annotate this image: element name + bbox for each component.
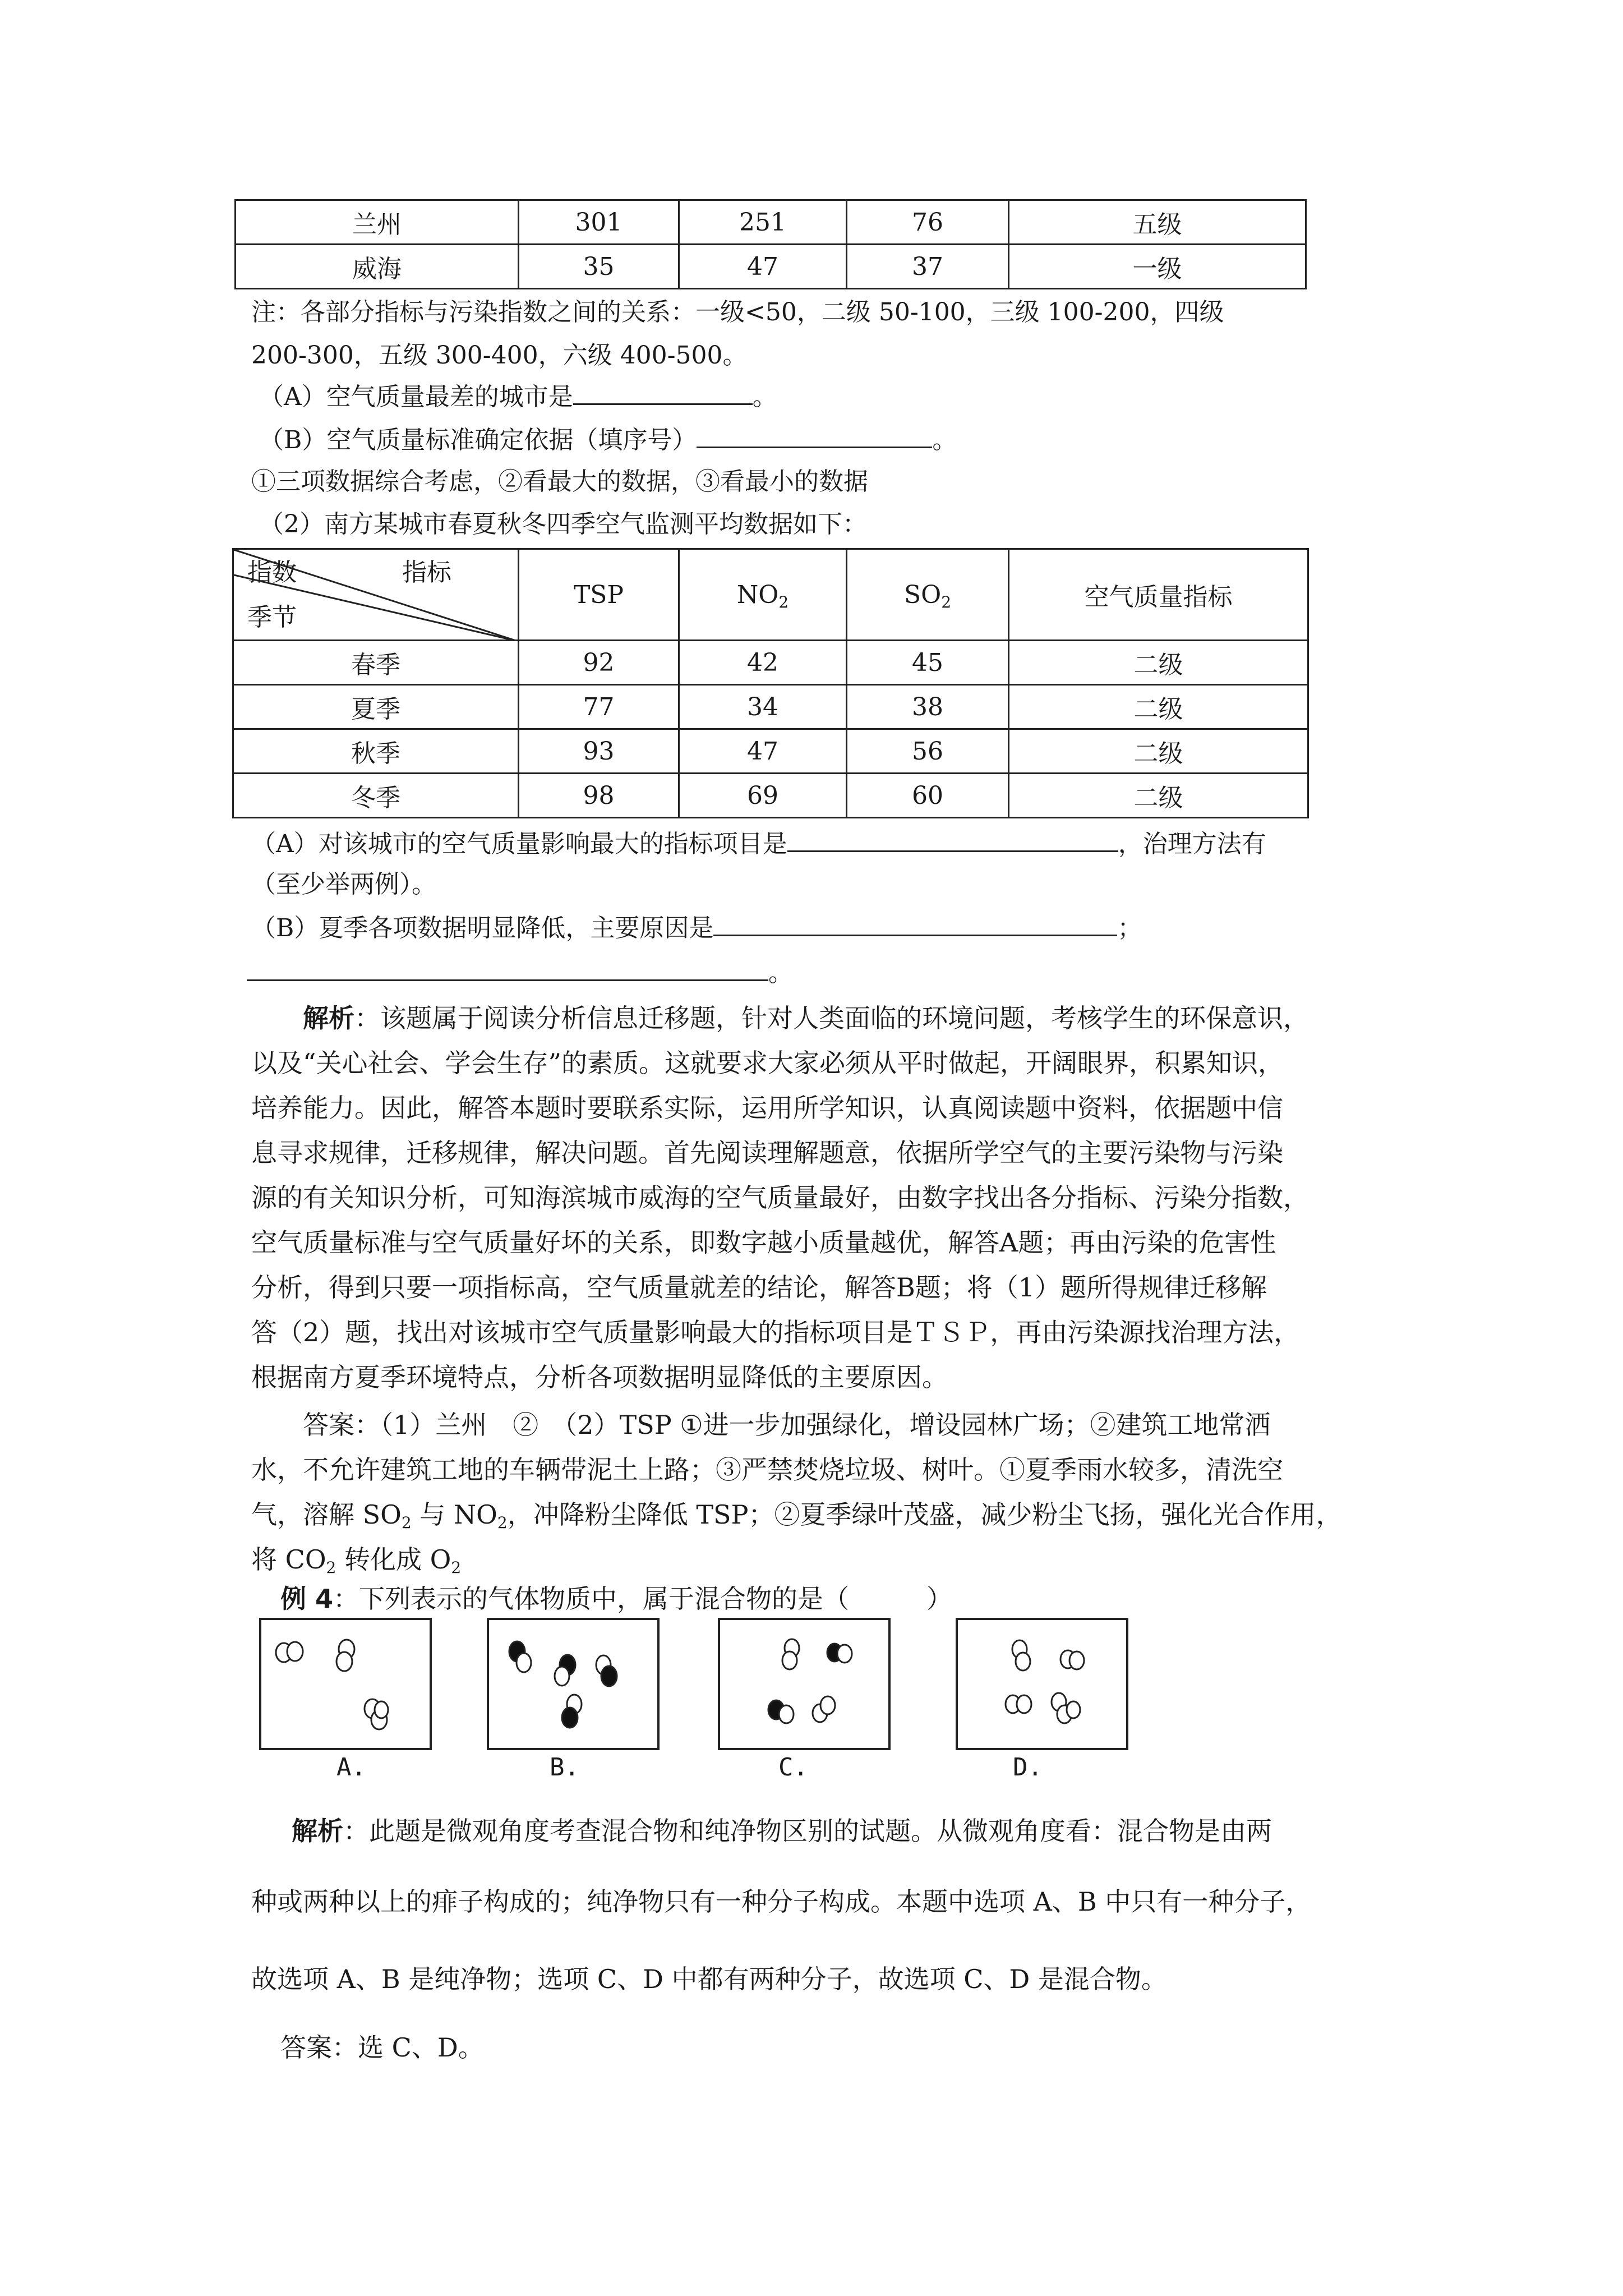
table-cell: 34 [679,685,847,729]
table-cell: 93 [519,729,679,774]
question-1b [259,424,957,457]
question-2-intro: （2）南方某城市春夏秋冬四季空气监测平均数据如下： [259,510,867,539]
table-cell: 42 [679,641,847,685]
analysis-1-line: 培养能力。因此，解答本题时要联系实际，运用所学知识，认真阅读题中资料，依据题中信 [251,1093,1283,1123]
answer-1-line [251,1492,1395,1537]
header-no2 [679,549,847,641]
example-label: 例 4 [280,1584,334,1614]
option-c-label: C. [778,1753,808,1782]
analysis-label: 解析 [292,1816,343,1846]
table-cell: 37 [847,245,1009,289]
table-cell: 冬季 [233,774,519,818]
question-text: （A）空气质量最差的城市是 [259,383,573,411]
analysis-text: ：此题是微观角度考查混合物和纯净物区别的试题。从微观角度看：混合物是由两 [343,1816,1272,1846]
molecule-box-c [718,1618,891,1750]
table-cell: 301 [519,200,679,245]
analysis-1-line: 分析，得到只要一项指标高，空气质量就差的结论，解答B题；将（1）题所得规律迁移解 [251,1272,1267,1303]
table-row [236,245,1306,289]
question-2b [251,912,1142,945]
table-row [233,685,1308,729]
question-text: （B）夏季各项数据明显降低，主要原因是 [251,914,714,942]
analysis-1-line: 空气质量标准与空气质量好坏的关系，即数字越小质量越优，解答A题；再由污染的危害性 [251,1227,1276,1258]
table-cell: 38 [847,685,1009,729]
table-cell: 47 [679,729,847,774]
table-cell: 56 [847,729,1009,774]
table-cell: 60 [847,774,1009,818]
question-tail: ； [1117,914,1142,942]
table-cell: 76 [847,200,1009,245]
table-row [233,641,1308,685]
molecules-d [958,1620,1126,1748]
header-tsp: TSP [519,549,679,641]
molecule-box-a [259,1618,432,1750]
text-span: 气，溶解 SO [251,1499,402,1530]
diag-bottom-label: 季节 [247,603,297,632]
analysis-1-line [251,996,1395,1041]
option-b-label: B. [550,1753,579,1782]
answer-1-line: 答案：（1）兰州 ② （2）TSP ①进一步加强绿化，增设园林广场；②建筑工地常洒 [303,1410,1271,1440]
header-no2-sub: 2 [778,592,789,611]
table-cell: 兰州 [236,200,519,245]
molecule-box-b [487,1618,660,1750]
question-1-options: ①三项数据综合考虑，②看最大的数据，③看最小的数据 [251,467,868,496]
table-cell: 45 [847,641,1009,685]
analysis-1-line: 根据南方夏季环境特点，分析各项数据明显降低的主要原因。 [251,1362,948,1392]
question-end: 。 [752,383,777,411]
answer-blank [787,850,1118,852]
subscript: 2 [497,1513,508,1532]
question-text: （B）空气质量标准确定依据（填序号） [259,426,697,454]
question-2a [251,827,1266,861]
table-cell: 98 [519,774,679,818]
answer-1-line [251,1537,1395,1582]
subscript: 2 [401,1513,412,1532]
analysis-1-line: 答（2）题，找出对该城市空气质量影响最大的指标项目是ＴＳＰ，再由污染源找治理方法， [251,1317,1300,1347]
example-4 [280,1582,952,1616]
molecule-box-d [956,1618,1128,1750]
table-cell: 92 [519,641,679,685]
table-cell: 二级 [1009,641,1308,685]
table-cell: 二级 [1009,685,1308,729]
table-header-row [233,549,1308,641]
example-text: ：下列表示的气体物质中，属于混合物的是（ ） [333,1584,953,1614]
text-span: 与 NO [411,1499,497,1530]
molecules-b [489,1620,657,1748]
text-span: 转化成 O [336,1544,451,1575]
table-cell: 夏季 [233,685,519,729]
table-cell: 77 [519,685,679,729]
header-so2-sub: 2 [941,592,952,611]
question-end: 。 [768,959,793,987]
answer-blank [247,979,768,981]
option-a-label: A. [336,1753,366,1782]
table-cell: 69 [679,774,847,818]
question-end: 。 [932,426,957,454]
table-row [233,774,1308,818]
question-text: （A）对该城市的空气质量影响最大的指标项目是 [251,830,787,858]
table-cell: 35 [519,245,679,289]
table-cell: 春季 [233,641,519,685]
question-2b-line2 [247,956,793,990]
subscript: 2 [451,1558,462,1577]
answer-blank [697,446,932,448]
note-line-1: 注：各部分指标与污染指数之间的关系：一级<50，二级 50-100，三级 100-200，四级 [251,298,1224,326]
note-line-2: 200-300，五级 300-400，六级 400-500。 [251,341,748,370]
table-cell: 一级 [1009,245,1306,289]
answer-2: 答案：选 C、D。 [280,2032,484,2063]
analysis-label: 解析 [303,1003,354,1033]
table-cell: 251 [679,200,847,245]
analysis-text: ：该题属于阅读分析信息迁移题，针对人类面临的环境问题，考核学生的环保意识， [354,1003,1309,1033]
table-cell: 47 [679,245,847,289]
subscript: 2 [326,1558,336,1577]
table-cell: 五级 [1009,200,1306,245]
diag-right-label: 指标 [402,558,451,587]
question-tail: ，治理方法有 [1118,830,1266,858]
table-cell: 二级 [1009,729,1308,774]
table-cell: 秋季 [233,729,519,774]
text-span: 将 CO [251,1544,326,1575]
diagonal-header-cell [233,549,519,641]
analysis-2-line-1 [292,1814,1272,1848]
header-so2 [847,549,1009,641]
option-d-label: D. [1013,1753,1043,1782]
diag-top-label: 指数 [247,558,297,587]
analysis-2-line-2: 种或两种以上的痱子构成的；纯净物只有一种分子构成。本题中选项 A、B 中只有一种分子， [251,1887,1312,1917]
table-cell: 威海 [236,245,519,289]
header-no2-base: NO [736,580,779,609]
analysis-1-line: 以及“关心社会、学会生存”的素质。这就要求大家必须从平时做起，开阔眼界，积累知识， [251,1048,1284,1078]
answer-blank [573,403,753,405]
text-span: ，冲降粉尘降低 TSP；②夏季绿叶茂盛，减少粉尘飞扬，强化光合作用， [507,1499,1342,1530]
question-1a [259,380,777,414]
season-air-table [232,548,1309,818]
analysis-1-line: 源的有关知识分析，可知海滨城市威海的空气质量最好，由数字找出各分指标、污染分指数， [251,1182,1309,1213]
analysis-1-line: 息寻求规律，迁移规律，解决问题。首先阅读理解题意，依据所学空气的主要污染物与污染 [251,1138,1283,1168]
question-2a-line2: （至少举两例）。 [251,870,436,899]
answer-1 [251,1402,1395,1582]
table-row [233,729,1308,774]
table-cell: 二级 [1009,774,1308,818]
header-quality: 空气质量指标 [1009,549,1308,641]
city-air-table [234,199,1307,289]
analysis-1 [251,996,1395,1400]
molecules-c [720,1620,888,1748]
answer-blank [713,934,1117,936]
answer-1-line: 水，不允许建筑工地的车辆带泥土上路；③严禁焚烧垃圾、树叶。①夏季雨水较多，清洗空 [251,1455,1283,1485]
molecules-a [261,1620,430,1748]
table-row [236,200,1306,245]
analysis-2-line-3: 故选项 A、B 是纯净物；选项 C、D 中都有两种分子，故选项 C、D 是混合物。 [251,1964,1167,1994]
header-so2-base: SO [903,580,942,609]
